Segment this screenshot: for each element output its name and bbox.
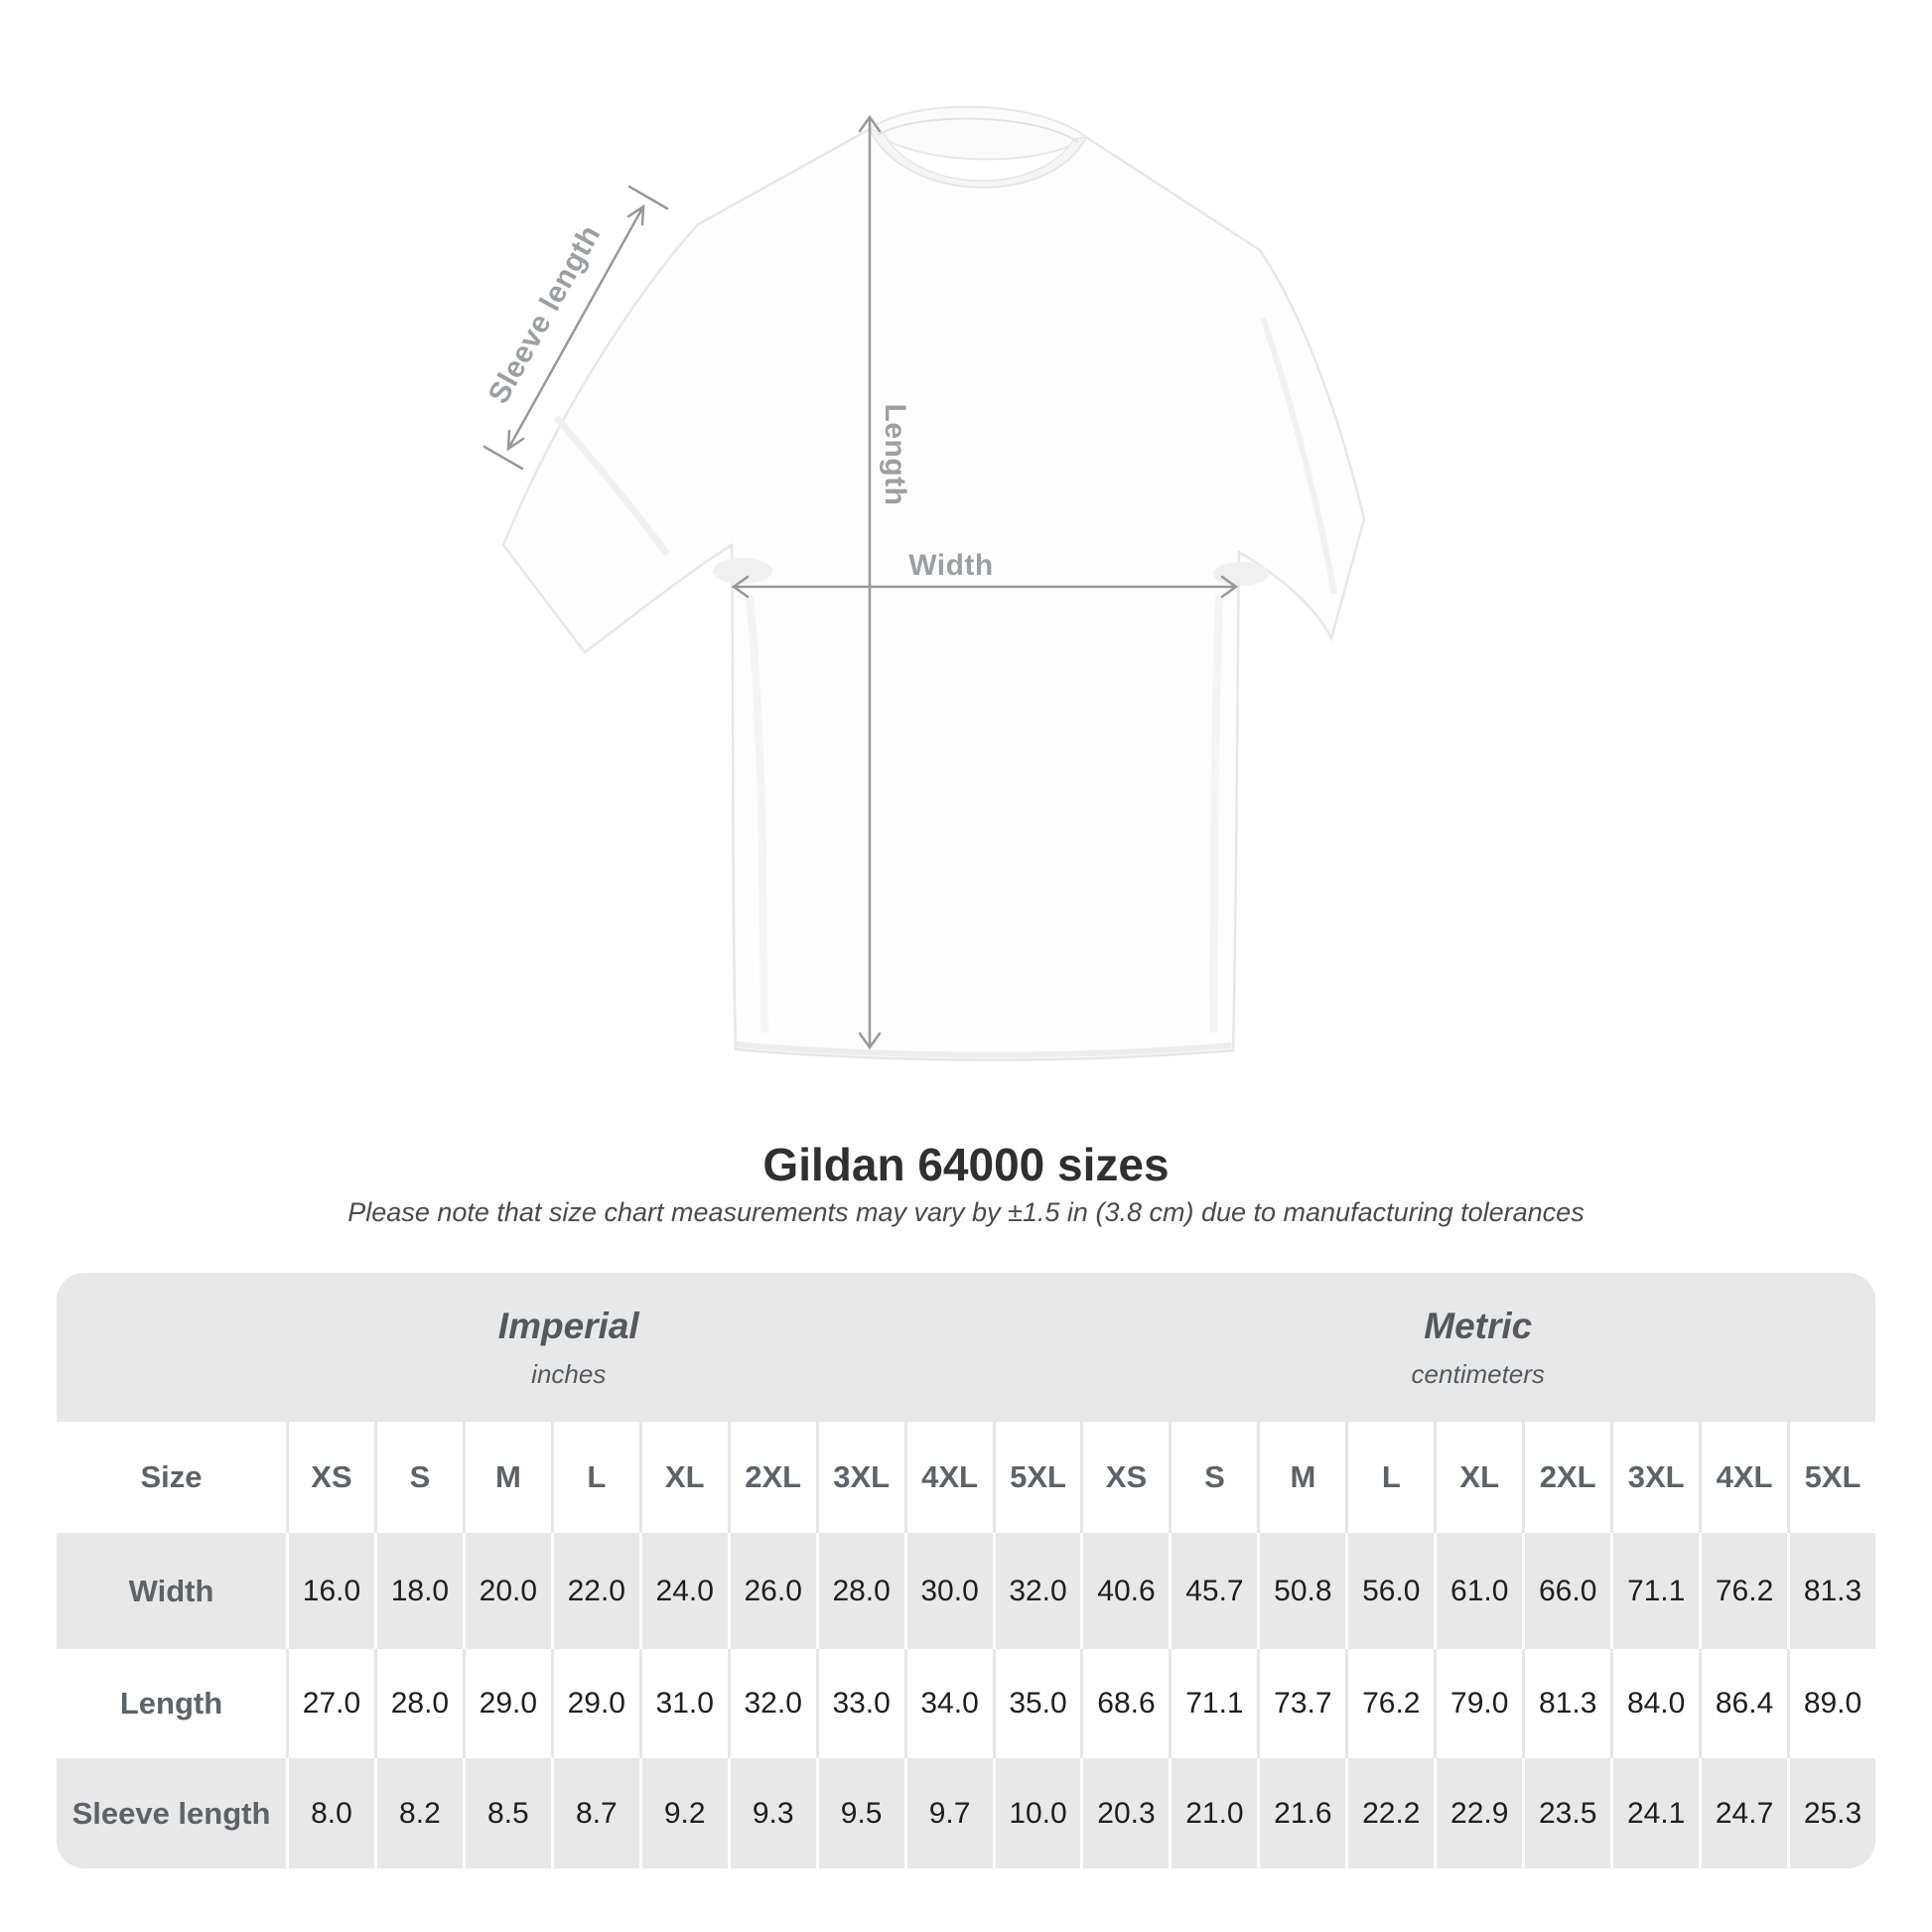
table-cell: 28.0	[374, 1649, 463, 1758]
size-header-cell: XL	[639, 1422, 728, 1533]
table-cell: 20.0	[463, 1533, 551, 1649]
table-cell: 22.9	[1434, 1758, 1522, 1868]
size-header-cell: 4XL	[904, 1422, 993, 1533]
table-cell: 68.6	[1080, 1649, 1169, 1758]
table-cell: 24.0	[639, 1533, 728, 1649]
table-row-width	[57, 1533, 1875, 1649]
imperial-group-header	[57, 1273, 1081, 1422]
table-cell: 81.3	[1522, 1649, 1610, 1758]
table-cell: 23.5	[1522, 1758, 1610, 1868]
table-cell: 33.0	[816, 1649, 904, 1758]
table-row-sleeve-length	[57, 1758, 1875, 1868]
table-cell: 27.0	[286, 1649, 374, 1758]
imperial-unit: inches	[531, 1358, 607, 1389]
table-cell: 50.8	[1257, 1533, 1345, 1649]
metric-label: Metric	[1424, 1305, 1533, 1346]
size-header-row	[57, 1422, 1875, 1533]
tshirt-body	[503, 129, 1364, 1060]
table-cell: 84.0	[1610, 1649, 1699, 1758]
table-cell: 31.0	[639, 1649, 728, 1758]
table-cell: 89.0	[1787, 1649, 1875, 1758]
size-column-header: Size	[140, 1459, 203, 1494]
size-header-cell: 5XL	[1787, 1422, 1875, 1533]
table-cell: 25.3	[1787, 1758, 1875, 1868]
table-cell: 32.0	[728, 1649, 816, 1758]
table-cell: 8.0	[286, 1758, 374, 1868]
table-cell: 76.2	[1699, 1533, 1787, 1649]
table-cell: 71.1	[1610, 1533, 1699, 1649]
table-cell: 29.0	[551, 1649, 639, 1758]
table-cell: 16.0	[286, 1533, 374, 1649]
table-cell: 26.0	[728, 1533, 816, 1649]
table-cell: 9.3	[728, 1758, 816, 1868]
table-cell: 9.5	[816, 1758, 904, 1868]
table-cell: 8.7	[551, 1758, 639, 1868]
size-table	[57, 1273, 1875, 1868]
row-label: Sleeve length	[71, 1795, 271, 1831]
size-header-cell: 2XL	[1522, 1422, 1610, 1533]
table-cell: 8.2	[374, 1758, 463, 1868]
table-cell: 9.7	[904, 1758, 993, 1868]
table-cell: 21.6	[1257, 1758, 1345, 1868]
size-header-cell: L	[1345, 1422, 1434, 1533]
table-cell: 45.7	[1169, 1533, 1257, 1649]
size-header-cell: M	[1257, 1422, 1345, 1533]
size-header-cell: 3XL	[1610, 1422, 1699, 1533]
table-cell: 22.2	[1345, 1758, 1434, 1868]
unit-group-band	[57, 1273, 1875, 1422]
metric-unit: centimeters	[1411, 1358, 1545, 1389]
table-row-length	[57, 1649, 1875, 1758]
sleeve-length-label: Sleeve length	[482, 219, 608, 410]
table-cell: 56.0	[1345, 1533, 1434, 1649]
table-cell: 18.0	[374, 1533, 463, 1649]
size-header-cell: XS	[286, 1422, 374, 1533]
table-cell: 71.1	[1169, 1649, 1257, 1758]
tolerance-note: Please note that size chart measurements may vary by ±1.5 in (3.8 cm) due to manufacturing tolerances	[347, 1197, 1585, 1227]
table-cell: 24.7	[1699, 1758, 1787, 1868]
size-header-cell: 5XL	[993, 1422, 1081, 1533]
row-label: Length	[119, 1686, 223, 1721]
size-header-cell: 4XL	[1699, 1422, 1787, 1533]
metric-group-header	[1081, 1273, 1876, 1422]
size-header-cell: L	[551, 1422, 639, 1533]
table-cell: 9.2	[639, 1758, 728, 1868]
size-header-cell: 3XL	[816, 1422, 904, 1533]
table-cell: 8.5	[463, 1758, 551, 1868]
size-header-cell: XL	[1434, 1422, 1522, 1533]
size-header-cell: S	[1169, 1422, 1257, 1533]
table-cell: 66.0	[1522, 1533, 1610, 1649]
table-cell: 28.0	[816, 1533, 904, 1649]
size-header-cell: S	[374, 1422, 463, 1533]
table-cell: 79.0	[1434, 1649, 1522, 1758]
table-cell: 40.6	[1080, 1533, 1169, 1649]
table-cell: 35.0	[993, 1649, 1081, 1758]
table-cell: 32.0	[993, 1533, 1081, 1649]
length-label: Length	[879, 403, 911, 506]
table-cell: 81.3	[1787, 1533, 1875, 1649]
table-cell: 20.3	[1080, 1758, 1169, 1868]
width-label: Width	[908, 549, 994, 582]
imperial-label: Imperial	[497, 1305, 639, 1346]
table-cell: 29.0	[463, 1649, 551, 1758]
table-cell: 10.0	[993, 1758, 1081, 1868]
table-cell: 30.0	[904, 1533, 993, 1649]
table-cell: 86.4	[1699, 1649, 1787, 1758]
table-cell: 73.7	[1257, 1649, 1345, 1758]
size-header-cell: M	[463, 1422, 551, 1533]
size-header-cell: 2XL	[728, 1422, 816, 1533]
row-label: Width	[128, 1573, 214, 1608]
page-title: Gildan 64000 sizes	[762, 1139, 1170, 1190]
table-cell: 76.2	[1345, 1649, 1434, 1758]
table-cell: 24.1	[1610, 1758, 1699, 1868]
size-header-cell: XS	[1080, 1422, 1169, 1533]
table-cell: 21.0	[1169, 1758, 1257, 1868]
table-cell: 22.0	[551, 1533, 639, 1649]
table-cell: 61.0	[1434, 1533, 1522, 1649]
table-cell: 34.0	[904, 1649, 993, 1758]
